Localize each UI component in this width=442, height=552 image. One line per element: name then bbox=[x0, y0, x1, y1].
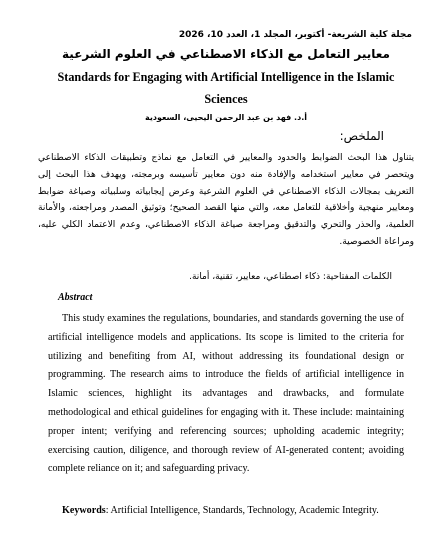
keywords-text: : Artificial Intelligence, Standards, Technology, Academic Integrity. bbox=[105, 505, 379, 516]
english-keywords bbox=[48, 502, 404, 520]
arabic-abstract-body: يتناول هذا البحث الضوابط والحدود والمعايير في التعامل مع نماذج وتطبيقات الذكاء الاصطناعي ويتحصر في معايير استخدامه والإفادة منه دون معايير تأسيسه وبرمجته، ويهدف هذا البحث إلى التعريف بمجالات الذكاء الاصطناعي في العلوم الشرعية وعرض إيجابياته وسلبياته وصياغة ضوابط ومعايير منهجية وأخلاقية للتعامل معه، والتي منها القصد الصحيح؛ وتوثيق المصدر ومراجعته، والأمانة العلمية، والحذر والتحري والتدقيق ومراجعة صياغة الذكاء الاصطناعي، وعدم الاعتماد الكلي عليه، ومراعاة الخصوصية. bbox=[38, 153, 414, 247]
keywords-label: Keywords bbox=[62, 505, 106, 516]
english-abstract-body: This study examines the regulations, boundaries, and standards governing the use of artificial intelligence models and applications. Its scope is limited to the criteria for utilizing and benefiting from AI, without addressing its foundational design or programming. The research aims to introduce the fields of artificial intelligence in Islamic sciences, highlight its advantages and drawbacks, and formulate methodological and ethical guidelines for engaging with it. These include: maintaining proper intent; verifying and referencing sources; upholding academic integrity; exercising caution, diligence, and thorough review of AI-generated content; avoiding complete reliance on it; and safeguarding privacy. bbox=[48, 313, 404, 475]
english-abstract-heading: Abstract bbox=[58, 292, 93, 303]
journal-info: مجلة كلية الشريعة- أكتوبر، المجلد 1، العدد 10، 2026 bbox=[178, 30, 412, 40]
author-line: أ.د. فهد بن عبد الرحمن اليحيى، السعودية bbox=[145, 113, 307, 122]
arabic-abstract-heading: الملخص: bbox=[339, 129, 384, 143]
english-title: Standards for Engaging with Artificial Intelligence in the Islamic Sciences bbox=[57, 70, 395, 106]
arabic-keywords: الكلمات المفتاحية: ذكاء اصطناعي، معايير، تقنية، أمانة. bbox=[189, 272, 392, 282]
arabic-title: معايير التعامل مع الذكاء الاصطناعي في العلوم الشرعية bbox=[62, 47, 390, 61]
